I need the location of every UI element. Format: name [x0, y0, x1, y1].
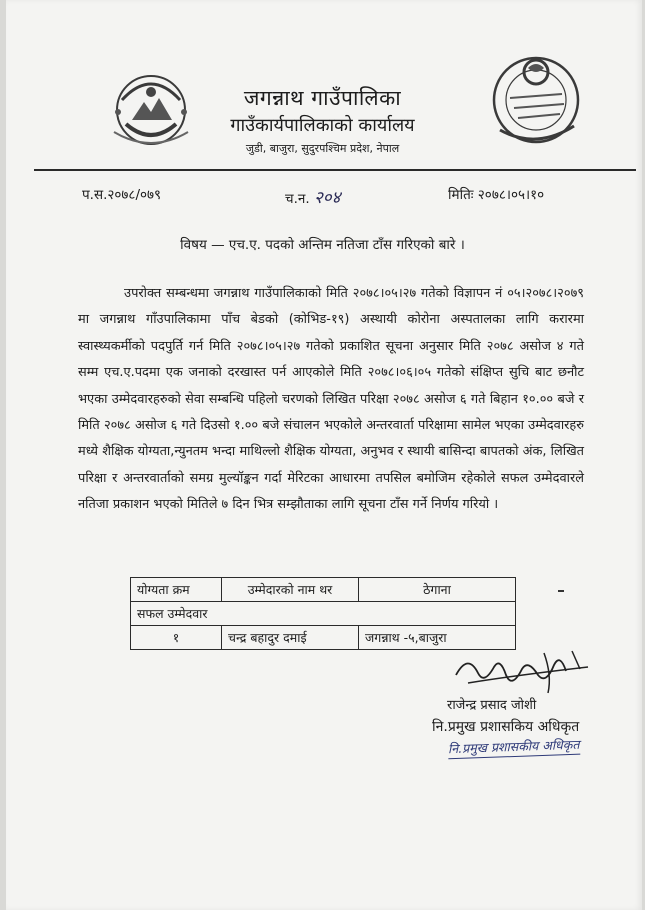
dispatch-number [285, 185, 340, 208]
column-header-name: उम्मेदारको नाम थर [222, 578, 359, 602]
margin-mark [558, 590, 564, 592]
candidate-name: चन्द्र बहादुर दमाई [222, 626, 359, 650]
candidate-address: जगन्नाथ -५,बाजुरा [359, 626, 516, 650]
column-header-address: ठेगाना [359, 578, 516, 602]
signature [448, 645, 598, 697]
reference-number: प.स.२०७८/०७९ [82, 187, 162, 203]
letter-body-text: उपरोक्त सम्बन्धमा जगन्नाथ गाउँपालिकाको मिति २०७८।०५।२७ गतेको विज्ञापन नं ०५।२०७८।२०७९ मा जगन्नाथ गाँउपालिकामा पाँच बेडको (कोभिड-१९) अस्थायी कोरोना अस्पतालका लागि करारमा स्वास्थ्यकर्मीको पदपुर्ति गर्न मिति २०७८।०५।२७ गतेको प्रकाशित सूचना अनुसार मिति २०७८ असोज ४ गते सम्म एच.ए.पदमा एक जनाको दरखास्त पर्न आएकोले मिति २०७८।०६।०५ गतेको संक्षिप्त सुचि बाट छनौट भएका उम्मेदवारहरुको सेवा सम्बन्धि पहिलो चरणको लिखित परिक्षा २०७८ असोज ६ गते बिहान १०.०० बजे र मिति २०७८ असोज ६ गते दिउसो १.०० बजे संचालन भएकोले अन्तरवार्ता परिक्षामा सामेल भएका उम्मेदवारहरु मध्ये शैक्षिक योग्यता,न्युनतम भन्दा माथिल्लो शैक्षिक योग्यता, अनुभव र स्थायी बासिन्दा बापतको अंक, लिखित परिक्षा र अन्तरवार्ताको समग्र मुल्यॉङ्कन गर्दा मेरिटका आधारमा तपसिल बमोजिम रहेकोले सफल उम्मेदवारले नतिजा प्रकाशन भएको मितिले ७ दिन भित्र सम्झौताका लागि सूचना टाँस गर्ने निर्णय गरियो । [78, 286, 584, 513]
designation-stamp: नि.प्रमुख प्रशासकीय अधिकृत [448, 736, 580, 760]
table-header-row [131, 578, 516, 602]
office-name: गाउँकार्यपालिकाको कार्यालय [230, 115, 415, 136]
signatory-name: राजेन्द्र प्रसाद जोशी [447, 698, 537, 713]
dispatch-number-value: २०४ [313, 188, 341, 208]
dispatch-label: च.न. [285, 191, 310, 207]
letter-date: मितिः २०७८।०५।१० [448, 187, 545, 203]
letter-body [78, 281, 584, 519]
table-section-row [131, 602, 516, 626]
municipality-name: जगन्नाथ गाउँपालिका [243, 86, 402, 110]
office-address: जुडी, बाजुरा, सुदुरपश्चिम प्रदेश, नेपाल [245, 142, 400, 155]
successful-candidates-label: सफल उम्मेदवार [131, 602, 516, 626]
letter-subject: विषय — एच.ए. पदको अन्तिम नतिजा टाँस गरिएको बारे । [180, 237, 465, 253]
signatory-designation: नि.प्रमुख प्रशासकिय अधिकृत [432, 719, 580, 735]
candidate-rank: १ [131, 626, 222, 650]
results-table [130, 577, 516, 650]
header-divider [34, 169, 636, 171]
column-header-rank: योग्यता क्रम [131, 578, 222, 602]
